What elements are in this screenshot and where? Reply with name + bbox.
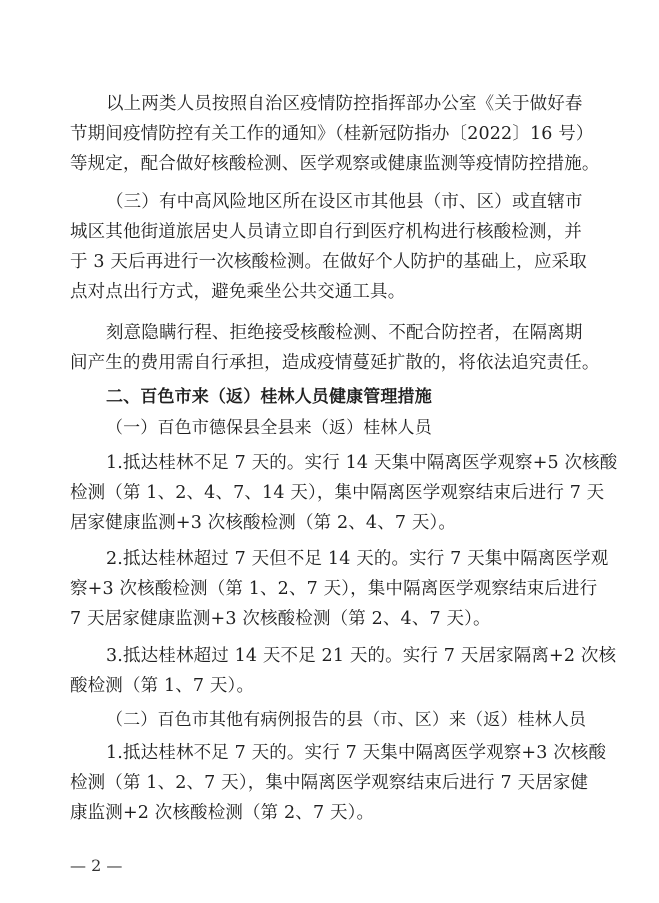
paragraph-debao-rule-2 (70, 544, 609, 634)
text-line: 刻意隐瞒行程、拒绝接受核酸检测、不配合防控者，在隔离期 (106, 323, 583, 343)
text-line: 城区其他街道旅居史人员请立即自行到医疗机构进行核酸检测，并 (70, 222, 582, 242)
text-line: 察+3 次核酸检测（第 1、2、7 天），集中隔离医学观察结束后进行 (70, 579, 598, 599)
paragraph-penalty (70, 318, 600, 378)
text-line: 7 天居家健康监测+3 次核酸检测（第 2、4、7 天）。 (70, 609, 491, 629)
text-line: （三）有中高风险地区所在设区市其他县（市、区）或直辖市 (106, 192, 583, 212)
text-line: 1.抵达桂林不足 7 天的。实行 7 天集中隔离医学观察+3 次核酸 (106, 743, 607, 763)
text-line: （二）百色市其他有病例报告的县（市、区）来（返）桂林人员 (106, 710, 587, 730)
page-number: — 2 — (70, 856, 123, 875)
text-line: 居家健康监测+3 次核酸检测（第 2、4、7 天）。 (70, 513, 457, 533)
text-line: 酸检测（第 1、7 天）。 (70, 676, 255, 696)
text-line: 间产生的费用需自行承担，造成疫情蔓延扩散的，将依法追究责任。 (70, 353, 600, 373)
section-heading (70, 382, 592, 412)
text-line: 点对点出行方式，避免乘坐公共交通工具。 (70, 282, 406, 302)
text-line: 1.抵达桂林不足 7 天的。实行 14 天集中隔离医学观察+5 次核酸 (106, 453, 618, 473)
paragraph-debao-rule-3 (70, 641, 617, 701)
text-line: 等规定，配合做好核酸检测、医学观察或健康监测等疫情防控措施。 (70, 154, 600, 174)
subsection-heading-debao (70, 413, 592, 443)
subsection-heading-other-counties (70, 705, 592, 735)
text-line: 3.抵达桂林超过 14 天不足 21 天的。实行 7 天居家隔离+2 次核 (106, 646, 617, 666)
text-line: 检测（第 1、2、7 天），集中隔离医学观察结束后进行 7 天居家健 (70, 773, 589, 793)
text-line: 节期间疫情防控有关工作的通知》（桂新冠防指办〔2022〕16 号） (70, 124, 594, 144)
text-line: 康监测+2 次核酸检测（第 2、7 天）。 (70, 803, 375, 823)
text-line: 二、百色市来（返）桂林人员健康管理措施 (106, 387, 432, 407)
text-line: 于 3 天后再进行一次核酸检测。在做好个人防护的基础上，应采取 (70, 252, 587, 272)
text-line: （一）百色市德保县全县来（返）桂林人员 (106, 418, 432, 438)
paragraph-item-three (70, 187, 592, 307)
text-line: 以上两类人员按照自治区疫情防控指挥部办公室《关于做好春 (106, 94, 583, 114)
text-line: 检测（第 1、2、4、7、14 天），集中隔离医学观察结束后进行 7 天 (70, 483, 605, 503)
paragraph-notice-reference (70, 89, 600, 179)
text-line: 2.抵达桂林超过 7 天但不足 14 天的。实行 7 天集中隔离医学观 (106, 549, 609, 569)
paragraph-debao-rule-1 (70, 448, 618, 538)
paragraph-other-rule-1 (70, 738, 607, 828)
